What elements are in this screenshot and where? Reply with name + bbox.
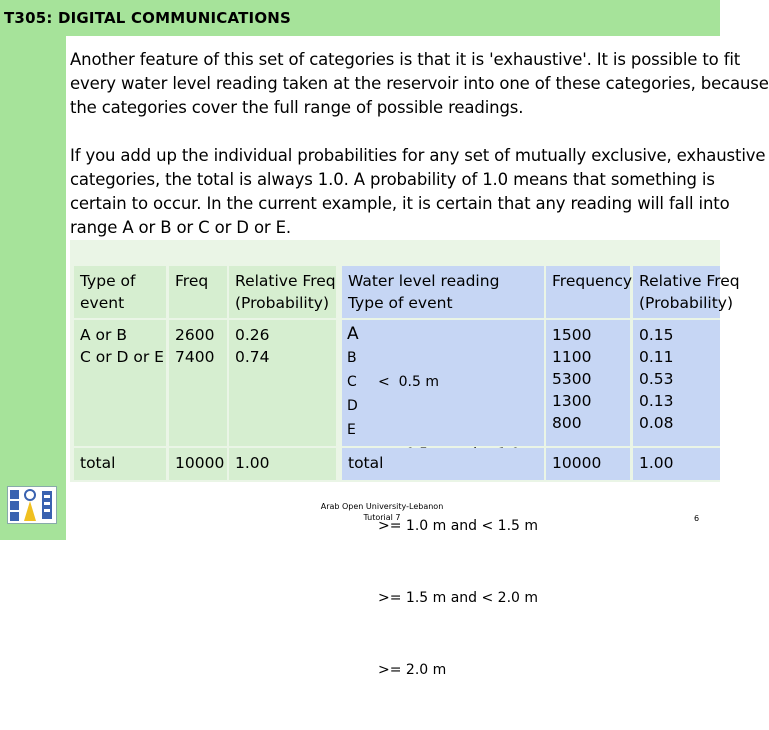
page-number: 6	[694, 514, 700, 523]
type-label-c: C	[347, 374, 357, 390]
text-line: range A or B or C or D or E.	[70, 218, 291, 237]
right-header-frequency: Frequency	[546, 266, 630, 318]
text-line: the categories cover the full range of possible readings.	[70, 98, 524, 117]
text-line: every water level reading taken at the reservoir into one of these categories, because	[70, 74, 769, 93]
right-freq-cell: 1500 1100 5300 1300 800	[546, 320, 630, 446]
left-freq-cell: 2600 7400	[169, 320, 227, 446]
left-prob-cell: 0.26 0.74	[229, 320, 336, 446]
type-label-e: E	[347, 422, 356, 438]
left-total-label: total	[74, 448, 166, 480]
type-label-d: D	[347, 398, 358, 414]
right-header-water-level: Water level reading Type of event	[342, 266, 544, 318]
text-line: If you add up the individual probabilities for any set of mutually exclusive, exhaustive	[70, 146, 766, 165]
type-label-a: A	[347, 324, 359, 344]
body-text	[70, 48, 769, 240]
footer-university: Arab Open University-Lebanon	[320, 502, 444, 511]
right-prob-cell: 0.15 0.11 0.53 0.13 0.08	[633, 320, 720, 446]
left-header-freq: Freq	[169, 266, 227, 318]
left-header-relative-freq: Relative Freq (Probability)	[229, 266, 336, 318]
logo-icon	[8, 487, 56, 523]
left-total-prob: 1.00	[229, 448, 336, 480]
page-title: T305: DIGITAL COMMUNICATIONS	[4, 9, 292, 27]
left-total-freq: 10000	[169, 448, 227, 480]
footer-tutorial: Tutorial 7	[363, 513, 401, 522]
range-label-e: >= 2.0 m	[378, 662, 447, 678]
range-label-c: >= 1.0 m and < 1.5 m	[378, 518, 539, 534]
right-total-label: total	[342, 448, 544, 480]
left-header-type-of-event: Type of event	[74, 266, 166, 318]
footer-text	[300, 501, 464, 523]
left-sidebar-band	[0, 36, 66, 540]
paragraph-2	[70, 144, 766, 240]
paragraph-1	[70, 48, 769, 120]
text-line: Another feature of this set of categories is that it is 'exhaustive'. It is possible to fit	[70, 50, 741, 69]
university-logo	[7, 486, 57, 524]
range-label-a: < 0.5 m	[378, 374, 439, 390]
left-event-cell: A or B C or D or E	[74, 320, 166, 446]
range-label-d: >= 1.5 m and < 2.0 m	[378, 590, 539, 606]
type-label-b: B	[347, 350, 357, 366]
text-line: certain to occur. In the current example, it is certain that any reading will fall into	[70, 194, 730, 213]
right-header-relative-freq: Relative Freq (Probability)	[633, 266, 720, 318]
right-total-prob: 1.00	[633, 448, 720, 480]
right-total-freq: 10000	[546, 448, 630, 480]
text-line: categories, the total is always 1.0. A probability of 1.0 means that something is	[70, 170, 715, 189]
